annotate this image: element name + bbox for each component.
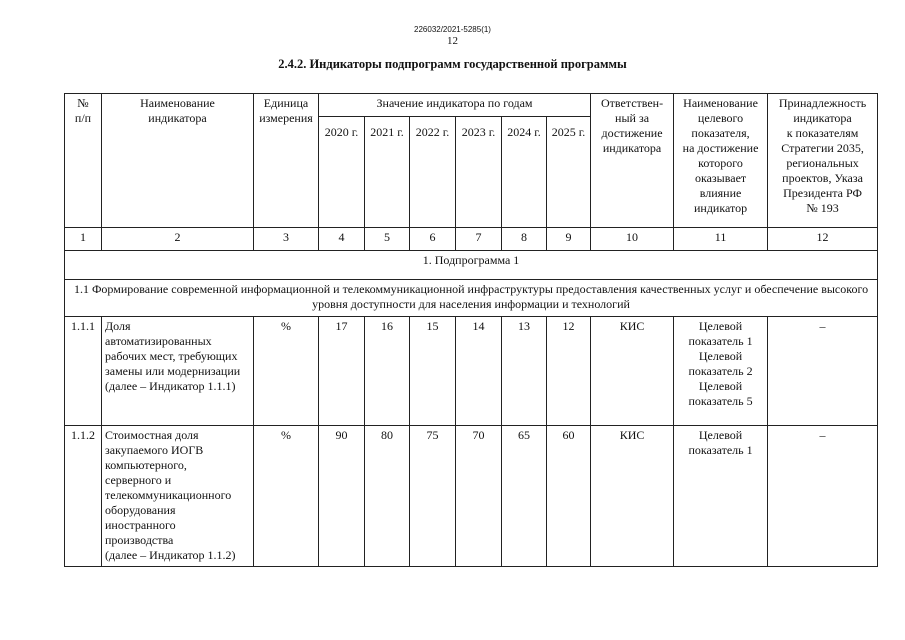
header-no: № п/п (65, 94, 102, 228)
section-title: 2.4.2. Индикаторы подпрограмм государственной программы (278, 57, 627, 71)
header-year: 2025 г. (547, 117, 591, 228)
target-indicator: Целевой показатель 1 (674, 426, 768, 567)
header-values-by-year: Значение индикатора по годам (319, 94, 591, 117)
value-2021: 80 (365, 426, 410, 567)
column-number: 5 (365, 228, 410, 251)
column-number: 6 (410, 228, 456, 251)
header-year: 2023 г. (456, 117, 502, 228)
value-2024: 13 (502, 317, 547, 426)
header-year: 2024 г. (502, 117, 547, 228)
subprogram-heading: 1. Подпрограмма 1 (65, 251, 878, 280)
value-2021: 16 (365, 317, 410, 426)
header-year: 2021 г. (365, 117, 410, 228)
value-2025: 12 (547, 317, 591, 426)
section-heading: 1.1 Формирование современной информационной и телекоммуникационной инфраструктуры предоставления качественных услуг и обеспечение высокого уровня доступности для населения информации и технологий (65, 280, 878, 317)
subprogram-row (65, 251, 878, 280)
column-number: 4 (319, 228, 365, 251)
value-2023: 14 (456, 317, 502, 426)
value-2020: 17 (319, 317, 365, 426)
column-numbers-row (65, 228, 878, 251)
value-2025: 60 (547, 426, 591, 567)
column-number: 2 (102, 228, 254, 251)
unit: % (254, 426, 319, 567)
unit: % (254, 317, 319, 426)
header-target-name: Наименование целевого показателя, на достижение которого оказывает влияние индикатор (674, 94, 768, 228)
value-2020: 90 (319, 426, 365, 567)
document-stamp: 226032/2021-5285(1) (414, 25, 491, 34)
table-row (65, 317, 878, 426)
column-number: 11 (674, 228, 768, 251)
header-unit: Единица измерения (254, 94, 319, 228)
column-number: 9 (547, 228, 591, 251)
value-2022: 75 (410, 426, 456, 567)
indicator-name: Стоимостная доля закупаемого ИОГВ компьютерного, серверного и телекоммуникационного оборудования иностранного производства (далее – Индикатор 1.1.2) (102, 426, 254, 567)
responsible: КИС (591, 426, 674, 567)
indicator-name: Доля автоматизированных рабочих мест, требующих замены или модернизации (далее – Индикатор 1.1.1) (102, 317, 254, 426)
header-affiliation: Принадлежность индикатора к показателям Стратегии 2035, региональных проектов, Указа Президента РФ № 193 (768, 94, 878, 228)
indicators-table (64, 93, 878, 567)
value-2024: 65 (502, 426, 547, 567)
affiliation: – (768, 426, 878, 567)
column-number: 3 (254, 228, 319, 251)
value-2022: 15 (410, 317, 456, 426)
row-number: 1.1.2 (65, 426, 102, 567)
header-year: 2022 г. (410, 117, 456, 228)
column-number: 12 (768, 228, 878, 251)
column-number: 7 (456, 228, 502, 251)
responsible: КИС (591, 317, 674, 426)
column-number: 10 (591, 228, 674, 251)
affiliation: – (768, 317, 878, 426)
row-number: 1.1.1 (65, 317, 102, 426)
table-row (65, 426, 878, 567)
header-responsible: Ответствен- ный за достижение индикатора (591, 94, 674, 228)
section-row (65, 280, 878, 317)
target-indicator: Целевой показатель 1 Целевой показатель 2 Целевой показатель 5 (674, 317, 768, 426)
page-number: 12 (447, 35, 458, 47)
column-number: 1 (65, 228, 102, 251)
value-2023: 70 (456, 426, 502, 567)
table-header-row-1 (65, 94, 878, 117)
column-number: 8 (502, 228, 547, 251)
header-year: 2020 г. (319, 117, 365, 228)
header-name: Наименование индикатора (102, 94, 254, 228)
